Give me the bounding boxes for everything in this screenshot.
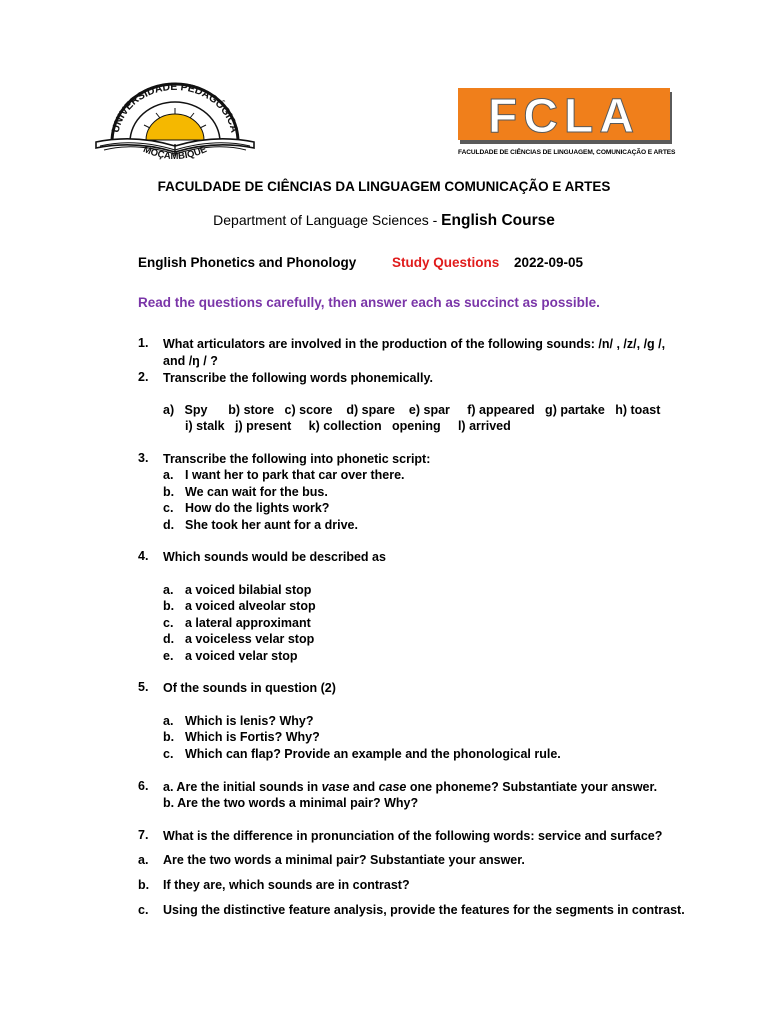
list-item: Which is lenis? Why?	[185, 714, 314, 728]
svg-text:MOÇAMBIQUE: MOÇAMBIQUE	[141, 143, 209, 163]
list-item: a voiced velar stop	[185, 649, 298, 663]
question-number: 3.	[138, 451, 149, 465]
list-item-label: a.	[163, 714, 174, 728]
question-1-line2: and /ŋ / ?	[163, 354, 218, 368]
list-item: I want her to park that car over there.	[185, 468, 405, 482]
question-7-suffix: ?	[654, 829, 663, 843]
list-item-label: c.	[138, 903, 149, 917]
list-item-label: b.	[138, 878, 150, 892]
list-item-label: a.	[138, 853, 149, 867]
list-item: We can wait for the bus.	[185, 485, 328, 499]
question-number: 1.	[138, 336, 149, 350]
list-item: Which is Fortis? Why?	[185, 730, 320, 744]
doc-type: Study Questions	[392, 255, 500, 270]
list-item-label: d.	[163, 632, 175, 646]
list-item-label: c.	[163, 501, 174, 515]
question-6a-suffix: one phoneme? Substantiate your answer.	[406, 780, 658, 794]
doc-date: 2022-09-05	[514, 255, 584, 270]
department-line	[0, 212, 768, 229]
list-item-label: d.	[163, 518, 175, 532]
list-item-label: a.	[163, 583, 174, 597]
list-item-label: b.	[163, 599, 175, 613]
list-item-label: b.	[163, 730, 175, 744]
question-7-prefix: What is the difference in pronunciation of the following words:	[163, 829, 538, 843]
list-item: a lateral approximant	[185, 616, 311, 630]
list-item-label: b.	[163, 485, 175, 499]
question-6b: b. Are the two words a minimal pair? Why?	[163, 796, 419, 810]
svg-text:UNIVERSIDADE PEDAGÓGICA: UNIVERSIDADE PEDAGÓGICA	[109, 80, 241, 134]
fcla-logo	[458, 88, 674, 160]
faculty-title: FACULDADE DE CIÊNCIAS DA LINGUAGEM COMUNICAÇÃO E ARTES	[157, 179, 611, 194]
course-name: English Course	[441, 212, 555, 229]
department-name: Department of Language Sciences -	[213, 212, 442, 228]
subject-title: English Phonetics and Phonology	[138, 255, 357, 270]
list-item: How do the lights work?	[185, 501, 330, 515]
list-item: She took her aunt for a drive.	[185, 518, 358, 532]
list-item-label: a.	[163, 468, 174, 482]
question-5-text: Of the sounds in question (2)	[163, 681, 336, 695]
list-item: Using the distinctive feature analysis, provide the features for the segments in contrast.	[163, 903, 685, 917]
question-6a-word1: vase	[321, 780, 350, 794]
question-number: 6.	[138, 779, 149, 793]
question-6a	[163, 779, 657, 795]
question-2-words-line1: a) Spy b) store c) score d) spare e) spar f) appeared g) partake h) toast	[163, 403, 661, 417]
list-item: a voiceless velar stop	[185, 632, 315, 646]
instruction-text: Read the questions carefully, then answer each as succinct as possible.	[138, 295, 600, 310]
question-6a-word2: case	[378, 780, 407, 794]
list-item: Which can flap? Provide an example and the phonological rule.	[185, 747, 561, 761]
question-number: 5.	[138, 680, 149, 694]
question-number: 4.	[138, 549, 149, 563]
list-item-label: c.	[163, 747, 174, 761]
list-item-label: e.	[163, 649, 174, 663]
list-item: If they are, which sounds are in contrast?	[163, 878, 410, 892]
fcla-caption: FACULDADE DE CIÊNCIAS DE LINGUAGEM, COMUNICAÇÃO E ARTES	[458, 149, 676, 156]
question-2-text: Transcribe the following words phonemically.	[163, 371, 433, 385]
question-number: 7.	[138, 828, 149, 842]
question-1-line1: What articulators are involved in the production of the following sounds: /n/ , /z/, /ɡ /,	[163, 337, 666, 351]
question-7-words: service and surface	[538, 829, 655, 843]
question-7-text	[163, 828, 662, 844]
question-2-words-line2: i) stalk j) present k) collection opening l) arrived	[185, 419, 511, 433]
question-6a-prefix: a. Are the initial sounds in	[163, 780, 322, 794]
question-3-text: Transcribe the following into phonetic script:	[163, 452, 431, 466]
list-item-label: c.	[163, 616, 174, 630]
question-4-text: Which sounds would be described as	[163, 550, 386, 564]
question-number: 2.	[138, 370, 149, 384]
svg-text:FCLA: FCLA	[488, 90, 640, 143]
question-6a-mid: and	[349, 780, 379, 794]
list-item: a voiced alveolar stop	[185, 599, 316, 613]
list-item: Are the two words a minimal pair? Substantiate your answer.	[163, 853, 525, 867]
universidade-pedagogica-logo	[90, 78, 260, 170]
list-item: a voiced bilabial stop	[185, 583, 312, 597]
